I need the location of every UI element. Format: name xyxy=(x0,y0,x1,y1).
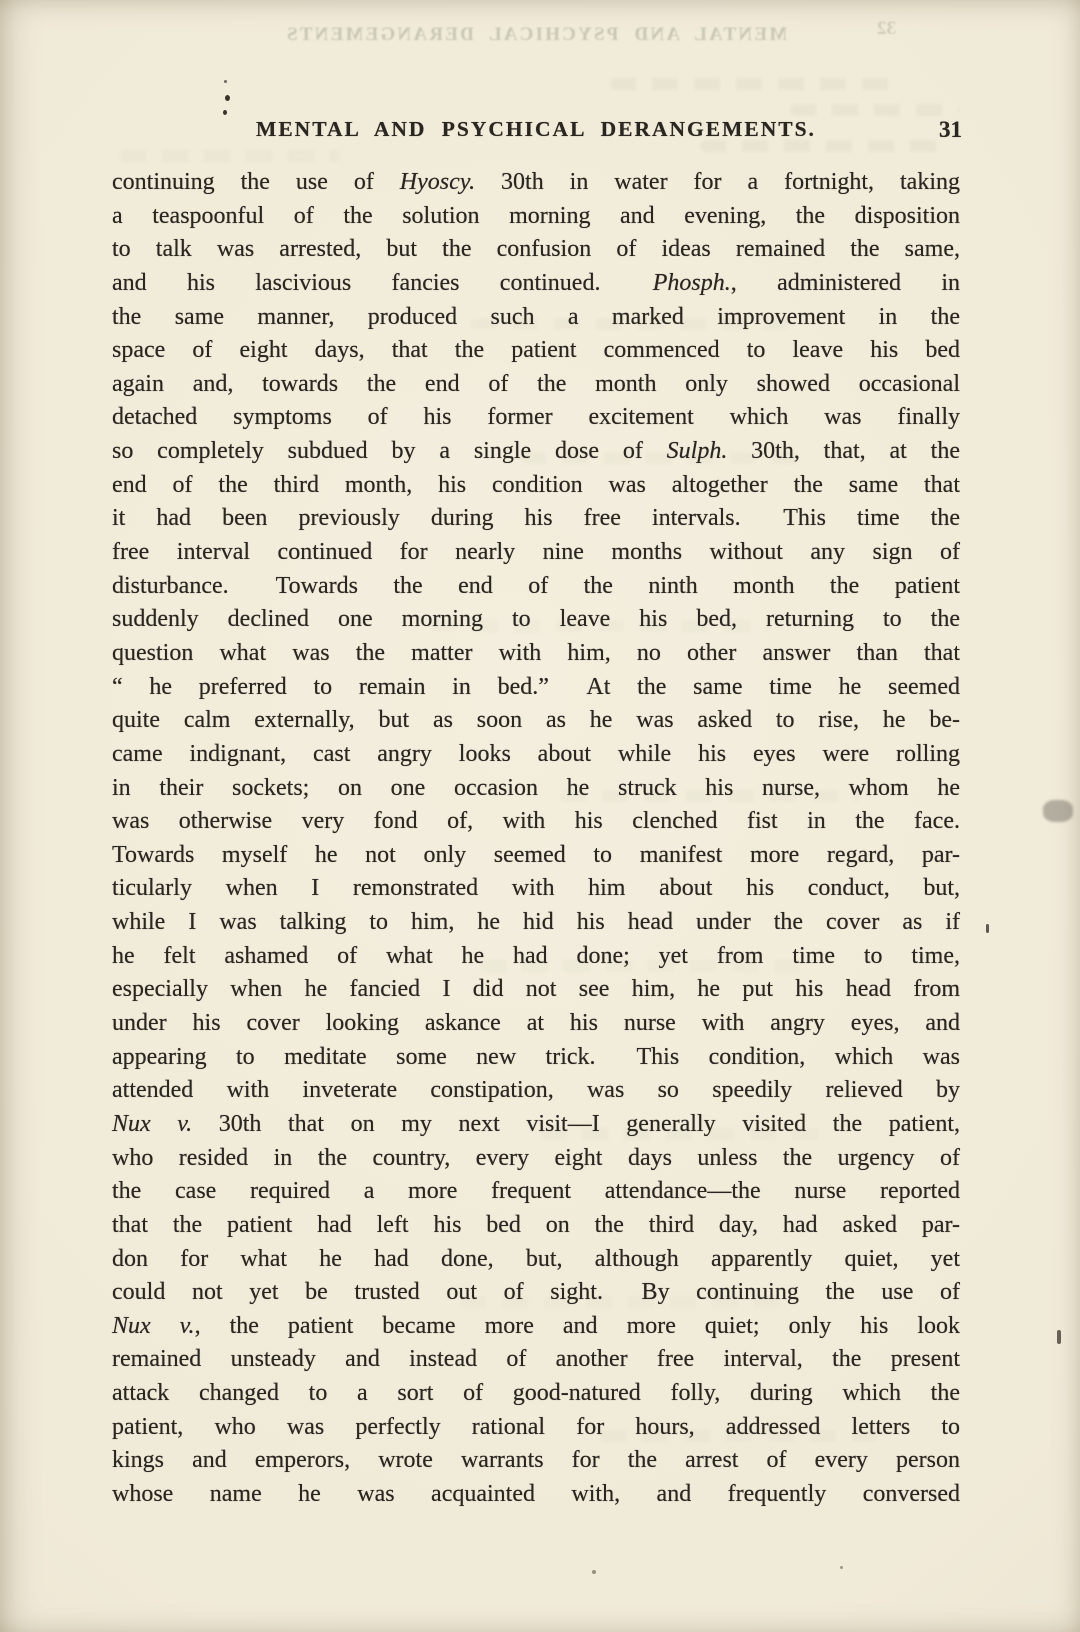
text-line: Nux v. 30th that on my next visit—I generally visited the patient, xyxy=(112,1110,961,1137)
text-line: the case required a more frequent attendance—the nurse reported xyxy=(112,1178,960,1205)
text-line: he felt ashamed of what he had done; yet from time to time, xyxy=(112,942,960,969)
bleed-through-page-number: 32 xyxy=(877,18,896,39)
remedy-name: Hyoscy. xyxy=(399,169,476,195)
body-text xyxy=(112,166,960,1512)
text-line: was otherwise very fond of, with his clenched fist in the face. xyxy=(112,808,960,835)
text-line: the same manner, produced such a marked improvement in the xyxy=(112,303,960,330)
text-line: remained unsteady and instead of another free interval, the present xyxy=(112,1346,960,1373)
text-line: kings and emperors, wrote warrants for the arrest of every person xyxy=(112,1447,960,1474)
ink-speck xyxy=(986,924,989,933)
page-header xyxy=(112,117,960,142)
text-line: question what was the matter with him, no other answer than that xyxy=(112,639,960,666)
page-number: 31 xyxy=(939,117,962,142)
text-line: a teaspoonful of the solution morning and evening, the disposition xyxy=(112,202,960,229)
text-line: could not yet be trusted out of sight. By continuing the use of xyxy=(112,1279,960,1306)
text-line: especially when he fancied I did not see him, he put his head from xyxy=(112,976,960,1003)
bleed-through-smudge xyxy=(790,104,960,116)
text-line: while I was talking to him, he hid his head under the cover as if xyxy=(112,909,960,936)
remedy-name: Nux v. xyxy=(112,1110,193,1137)
bleed-through-running-title: MENTAL AND PSYCHICAL DERANGEMENTS xyxy=(284,24,788,45)
text-line: end of the third month, his condition was altogether the same that xyxy=(112,471,960,498)
pencil-smear xyxy=(1043,800,1073,822)
text-line: quite calm externally, but as soon as he was asked to rise, he be- xyxy=(112,707,960,734)
bleed-through-smudge xyxy=(610,78,900,90)
text-line: ticularly when I remonstrated with him about his conduct, but, xyxy=(112,875,960,902)
text-line: Nux v., the patient became more and more quiet; only his look xyxy=(112,1312,961,1339)
text-line: don for what he had done, but, although apparently quiet, yet xyxy=(112,1245,960,1272)
ink-speck xyxy=(1057,1330,1061,1344)
text-line: that the patient had left his bed on the third day, had asked par- xyxy=(112,1211,960,1238)
text-line: attack changed to a sort of good-natured folly, during which the xyxy=(112,1380,960,1407)
ink-speck xyxy=(592,1570,596,1574)
remedy-name: Phosph. xyxy=(652,269,731,296)
text-line: disturbance. Towards the end of the ninth month the patient xyxy=(112,572,960,599)
text-line: suddenly declined one morning to leave his bed, returning to the xyxy=(112,606,960,633)
text-line: appearing to meditate some new trick. This condition, which was xyxy=(112,1043,960,1070)
text-line: who resided in the country, every eight days unless the urgency of xyxy=(112,1144,960,1171)
text-line: under his cover looking askance at his nurse with angry eyes, and xyxy=(112,1010,960,1037)
text-line: whose name he was acquainted with, and frequently conversed xyxy=(112,1480,960,1507)
text-line: and his lascivious fancies continued. Phosph., administered in xyxy=(112,269,960,296)
text-line: detached symptoms of his former excitement which was finally xyxy=(112,404,960,431)
text-line: patient, who was perfectly rational for hours, addressed letters to xyxy=(112,1413,960,1440)
text-line: continuing the use of Hyoscy. 30th in water for a fortnight, taking xyxy=(112,169,961,195)
text-line: attended with inveterate constipation, was so speedily relieved by xyxy=(112,1077,960,1104)
ink-speck xyxy=(225,95,230,101)
text-line: free interval continued for nearly nine months without any sign of xyxy=(112,539,960,566)
ink-speck xyxy=(840,1566,843,1569)
ink-speck xyxy=(224,80,227,83)
text-line: “ he preferred to remain in bed.” At the same time he seemed xyxy=(112,673,960,700)
text-line: again and, towards the end of the month only showed occasional xyxy=(112,370,960,397)
bleed-through-smudge xyxy=(120,150,340,162)
text-line: space of eight days, that the patient commenced to leave his bed xyxy=(112,337,960,364)
text-line: in their sockets; on one occasion he struck his nurse, whom he xyxy=(112,774,960,801)
running-title: MENTAL AND PSYCHICAL DERANGEMENTS. xyxy=(256,117,816,141)
text-line: Towards myself he not only seemed to manifest more regard, par- xyxy=(112,841,960,868)
text-line: came indignant, cast angry looks about while his eyes were rolling xyxy=(112,740,960,767)
text-line: so completely subdued by a single dose of Sulph. 30th, that, at the xyxy=(112,438,960,465)
remedy-name: Sulph. xyxy=(666,438,728,465)
ink-speck xyxy=(223,110,227,115)
remedy-name: Nux v. xyxy=(112,1312,195,1339)
text-line: to talk was arrested, but the confusion of ideas remained the same, xyxy=(112,236,960,263)
text-line: it had been previously during his free intervals. This time the xyxy=(112,505,960,532)
